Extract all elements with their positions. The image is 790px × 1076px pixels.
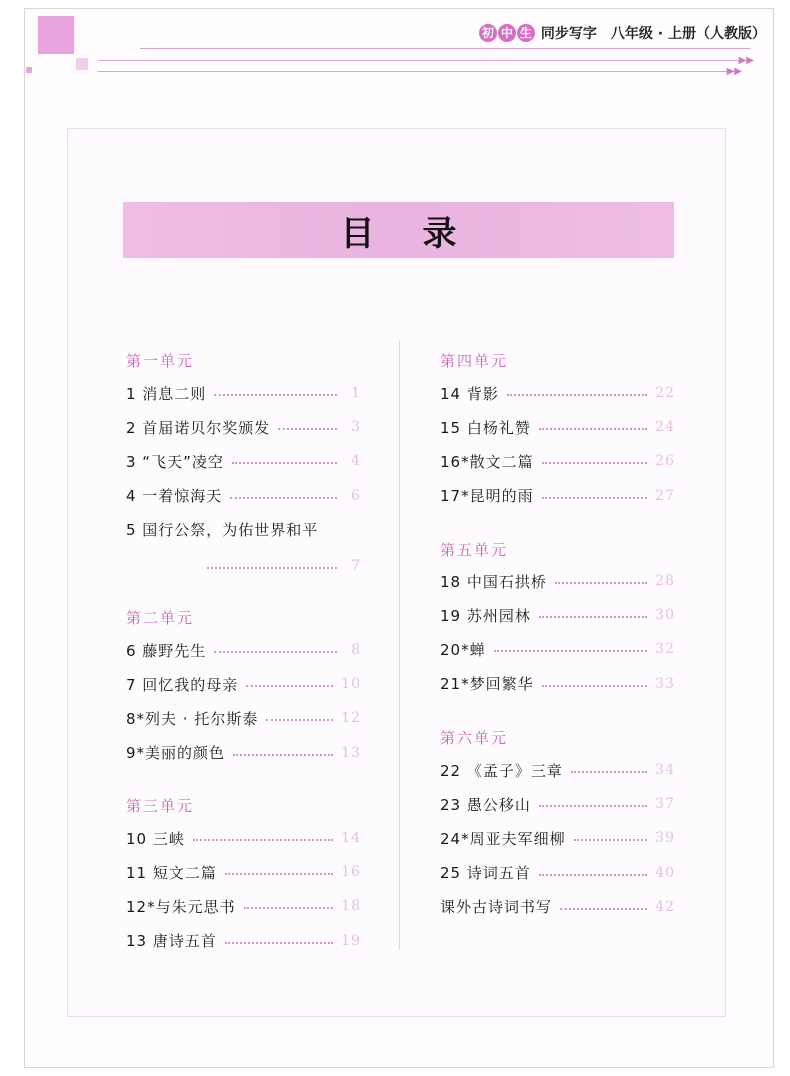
header-rule [98,71,738,72]
toc-entry[interactable] [440,673,675,695]
header-rule [98,60,750,61]
toc-entry[interactable] [126,382,361,404]
entry-title: 5 国行公祭，为佑世界和平 [126,521,319,540]
entry-title: 25 诗词五首 [440,864,531,883]
toc-entry[interactable] [126,895,361,917]
toc-entry[interactable] [126,673,361,695]
dot-leader [539,616,647,618]
entry-title: 18 中国石拱桥 [440,572,547,591]
entry-title: 13 唐诗五首 [126,932,217,951]
page-number: 30 [655,607,675,624]
toc-entry[interactable] [440,862,675,884]
toc-entry[interactable] [440,450,675,472]
toc-entry[interactable] [440,604,675,626]
dot-leader [507,394,647,396]
page-number: 24 [655,419,675,436]
corner-dot [26,67,32,73]
dot-leader [555,582,647,584]
page-number: 16 [341,864,361,881]
page-number: 22 [655,385,675,401]
title-band [123,202,674,258]
dot-leader [542,497,648,499]
unit-heading: 第四单元 [440,352,509,370]
arrow-decoration: ▶▶ [726,66,742,77]
header-badge [479,24,535,42]
entry-title: 11 短文二篇 [126,863,217,882]
dot-leader [542,462,648,464]
toc-entry[interactable] [126,519,361,541]
entry-title: 20*蝉 [440,640,486,659]
dot-leader [230,497,337,499]
corner-decoration [38,16,74,54]
page-number: 39 [655,830,675,847]
dot-leader [494,650,648,652]
dot-leader [542,685,648,687]
entry-title: 2 首届诺贝尔奖颁发 [126,418,271,437]
toc-entry[interactable] [440,485,675,507]
page-number: 33 [655,675,675,692]
toc-entry[interactable] [126,827,361,849]
toc-entry[interactable] [440,416,675,438]
dot-leader [225,942,333,944]
entry-title: 7 回忆我的母亲 [126,675,239,694]
entry-title: 15 白杨礼赞 [440,418,531,437]
toc-entry[interactable] [126,485,361,507]
corner-decoration-small [76,58,88,70]
dot-leader [225,873,333,875]
entry-title: 1 消息二则 [126,384,207,403]
toc-entry[interactable] [440,896,675,918]
dot-leader [214,394,337,396]
dot-leader [232,462,337,464]
dot-leader [207,567,337,569]
entry-title: 3 “飞天”凌空 [126,452,224,471]
dot-leader [539,874,647,876]
page-number: 3 [351,419,361,436]
page-title: 目录 [340,213,505,254]
page-number: 26 [655,453,675,470]
page-number: 19 [341,932,361,949]
dot-leader [571,771,647,773]
header-rule [140,48,750,49]
page-number: 6 [351,487,361,504]
dot-leader [244,907,334,909]
dot-leader [574,839,648,841]
entry-title: 8*列夫 · 托尔斯泰 [126,709,259,728]
page-number: 1 [351,385,361,401]
dot-leader [214,651,337,653]
page-number: 10 [341,676,361,693]
unit-heading: 第二单元 [126,609,195,627]
toc-entry[interactable] [126,742,361,764]
toc-entry[interactable] [126,707,361,729]
toc-entry[interactable] [440,827,675,849]
badge-char: 生 [517,24,535,42]
entry-title: 23 愚公移山 [440,795,531,814]
entry-title: 17*昆明的雨 [440,487,534,506]
page-number: 32 [655,641,675,658]
entry-title: 21*梦回繁华 [440,675,534,694]
toc-entry[interactable] [440,638,675,660]
page-number: 27 [655,487,675,504]
toc-entry[interactable] [126,416,361,438]
toc-entry[interactable] [440,793,675,815]
grade-label: 八年级 · 上册（人教版） [610,26,766,42]
dot-leader [233,754,333,756]
entry-title: 9*美丽的颜色 [126,744,226,763]
entry-title: 课外古诗词书写 [440,898,553,917]
entry-title: 14 背影 [440,384,499,403]
entry-title: 19 苏州园林 [440,606,531,625]
toc-entry[interactable] [126,861,361,883]
page-number: 14 [341,830,361,846]
unit-heading: 第一单元 [126,352,195,370]
page-number: 7 [351,557,361,574]
toc-entry-continuation[interactable] [126,555,361,577]
page-number: 34 [655,762,675,778]
badge-char: 初 [479,24,497,42]
dot-leader [266,719,333,721]
dot-leader [246,685,333,687]
dot-leader [560,908,647,910]
entry-title: 4 一着惊海天 [126,487,223,506]
page-header [479,22,766,44]
page-number: 18 [341,898,361,915]
dot-leader [193,839,333,841]
page-number: 28 [655,573,675,589]
page-number: 37 [655,796,675,813]
entry-title: 22 《孟子》三章 [440,761,563,780]
entry-title: 16*散文二篇 [440,452,534,471]
entry-title: 6 藤野先生 [126,641,207,660]
unit-heading: 第三单元 [126,797,195,815]
toc-entry[interactable] [440,382,675,404]
page-number: 13 [341,744,361,761]
toc-entry[interactable] [126,639,361,661]
toc-entry[interactable] [126,450,361,472]
entry-title: 24*周亚夫军细柳 [440,829,566,848]
badge-char: 中 [498,24,516,42]
entry-title: 10 三峡 [126,829,185,848]
column-divider [399,340,400,950]
unit-heading: 第六单元 [440,729,509,747]
dot-leader [539,805,647,807]
page-number: 8 [351,642,361,658]
unit-heading: 第五单元 [440,541,509,559]
page-number: 40 [655,864,675,881]
dot-leader [278,428,337,430]
toc-entry[interactable] [440,759,675,781]
series-name: 同步写字 [540,26,597,42]
page-number: 12 [341,710,361,727]
dot-leader [539,428,647,430]
toc-entry[interactable] [126,930,361,952]
toc-entry[interactable] [440,570,675,592]
arrow-decoration: ▶▶ [738,55,754,66]
entry-title: 12*与朱元思书 [126,897,236,916]
page-number: 4 [351,453,361,470]
page-number: 42 [655,898,675,915]
